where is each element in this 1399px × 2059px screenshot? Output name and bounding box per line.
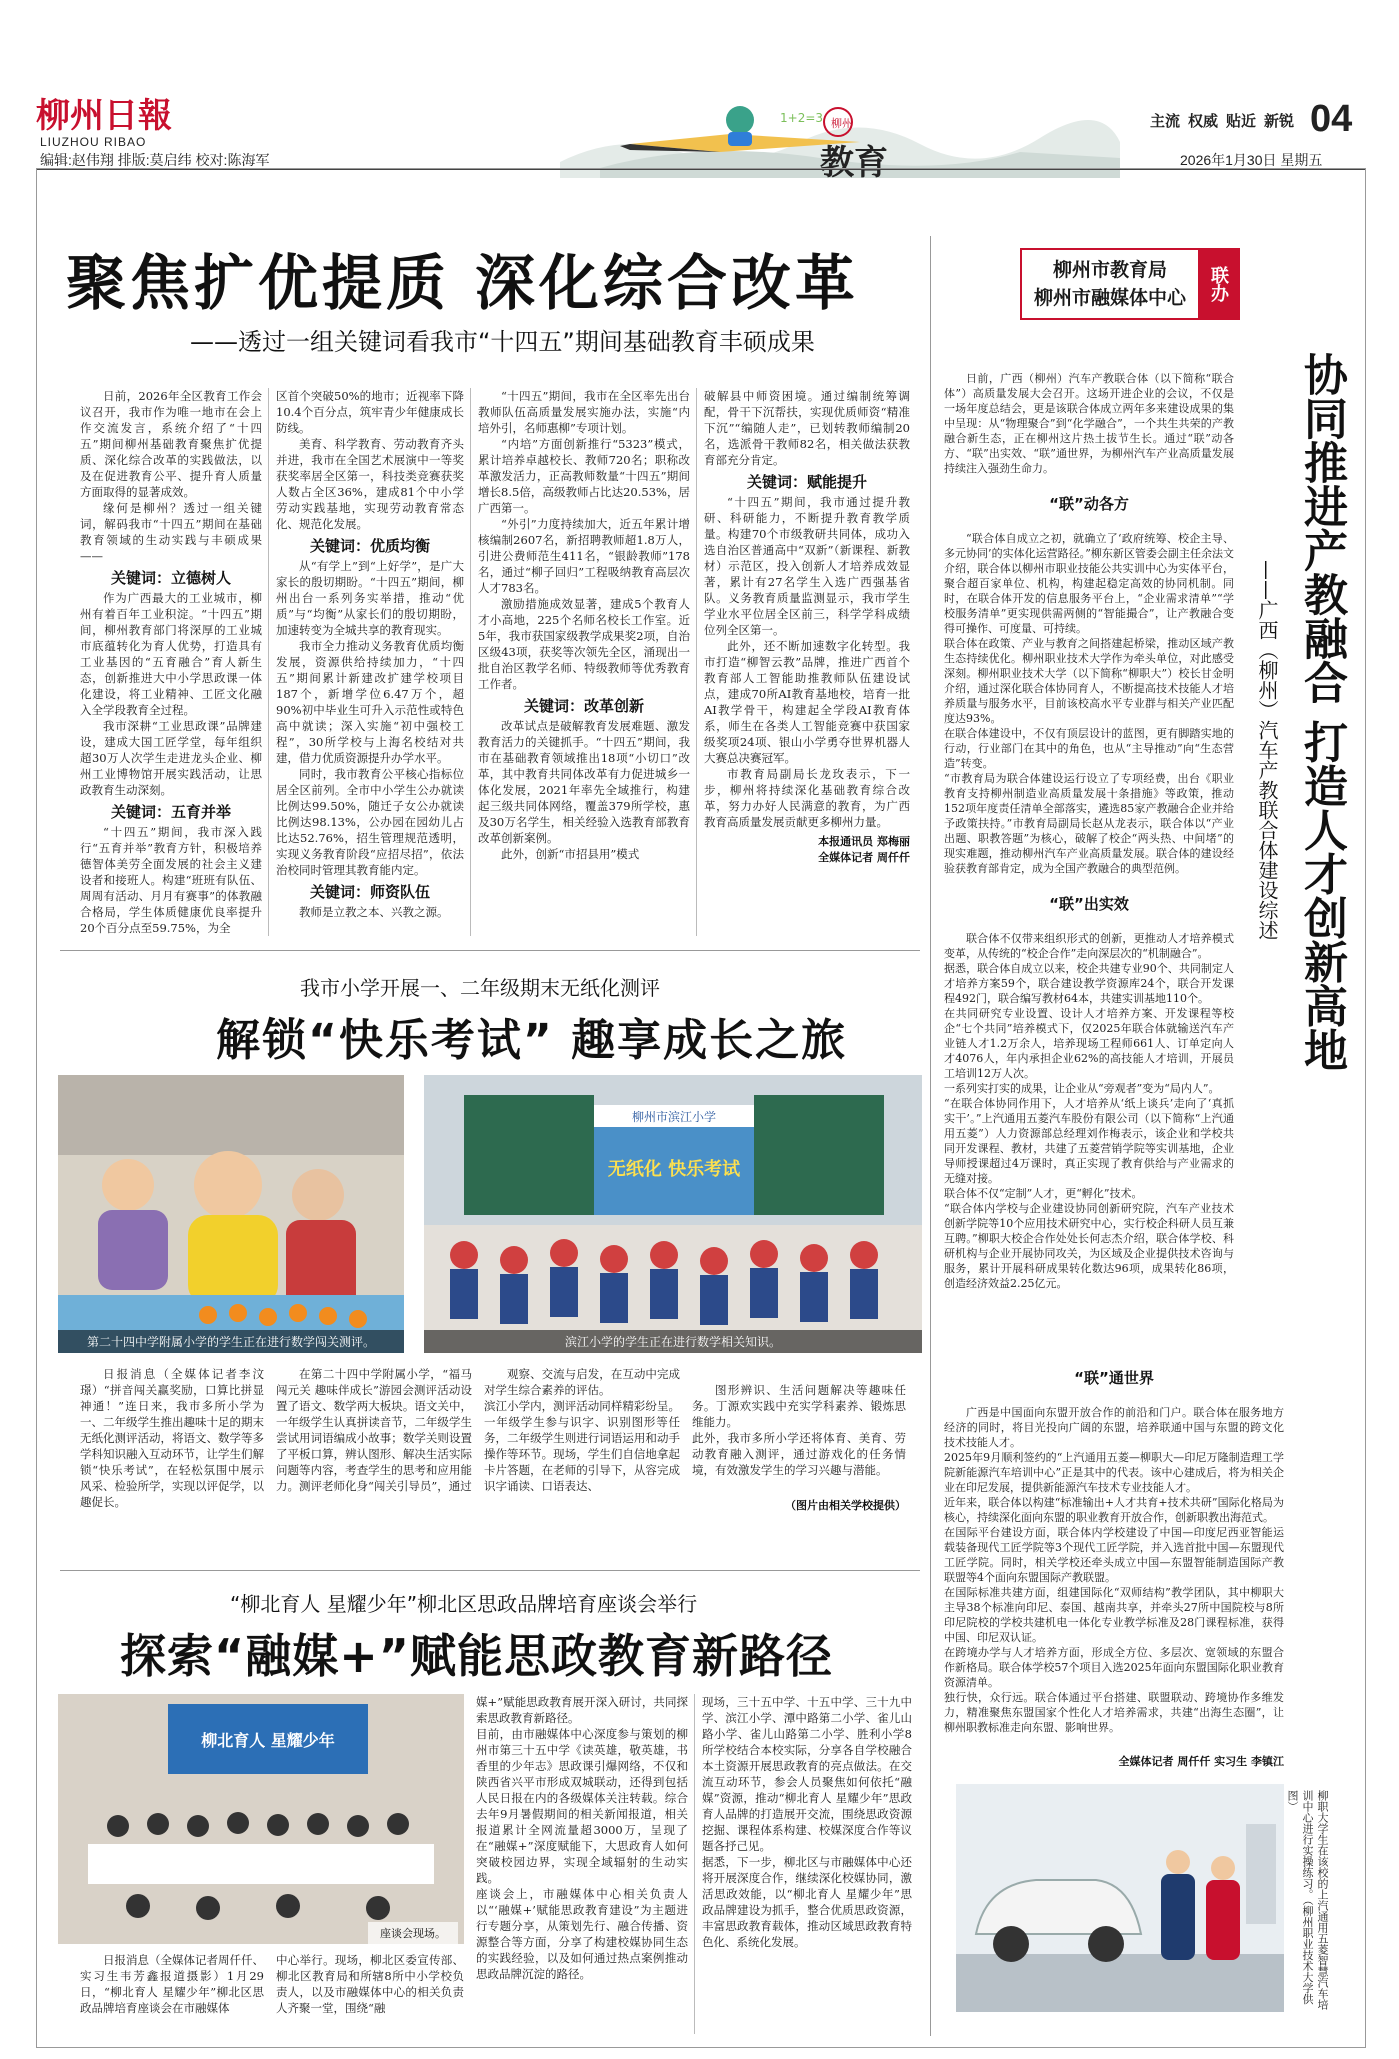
article3-title: 探索“融媒+”赋能思政教育新路径 (120, 1629, 834, 1683)
paragraph: “十四五”期间，我市在全区率先出台教师队伍高质量发展实施办法，实施“内培外引，名师惠柳”专项计划。 (478, 389, 690, 435)
slogan-1: 主流 (1150, 113, 1181, 130)
classroom-banner: 柳州市滨江小学 (631, 1110, 717, 1124)
page-number: 04 (1310, 98, 1353, 140)
paragraph: 改革试点是破解教育发展难题、激发教育活力的关键抓手。“十四五”期间，我市在基础教育领域推出18项“小切口”改革，其中教育共同体改革有力促进城乡一体化发展，2021年率先全域推行，构建起三级共同体网络，覆盖379所学校，惠及30万名学生，相关经验入选教育部教育改革创新案例。 (478, 719, 690, 845)
slogan-3: 贴近 (1226, 113, 1257, 130)
paragraph: 我市深耕“工业思政课”品牌建设，建成大国工匠学堂，每年组织超30万人次学生走进龙头企业、柳州工业博物馆开展实践活动，让思政教育生动深刻。 (80, 719, 262, 797)
article2-title: 解锁“快乐考试” 趣享成长之旅 (216, 1015, 848, 1066)
photo-caption: 滨江小学的学生正在进行数学相关知识。 (424, 1330, 922, 1353)
child-figure-icon (726, 106, 754, 134)
classroom-board-text: 无纸化 快乐考试 (607, 1159, 741, 1180)
photo-caption: 第二十四中学附属小学的学生正在进行数学闯关测评。 (58, 1330, 404, 1353)
paragraph: 联合体不仅带来组织形式的创新，更推动人才培养模式变革，从传统的“校企合作”走向深层次的“机制融合”。 据悉，联合体自成立以来，校企共建专业90个、共同制定人才培养方案59个，联合建设教学资源库24个，联合开发课程492门，联合编写教材64本，共建实训基地110个。 在共同研究专业设置、设计人才培养方案、开发课程等校企“七个共同”培养模式下，仅2025年联合体就输送汽车产业链人才1.2万余人，培养现场工程师661人、订单定向人才4076人，年内承担企业62%的高技能人才培训，开展员工培训12万人次。 一系列实打实的成果，让企业从“旁观者”变为“局内人”。 “在联合体协同作用下，人才培养从‘纸上谈兵’走向了‘真抓实干’。”上汽通用五菱汽车股份有限公司（以下简称“上汽通用五菱”）人力资源部总经理刘作梅表示，该企业和学校共同开发课程、教材，共建了五菱营销学院等实训基地，企业导师授课超过4万课时，真正实现了教育供给与产业需求的无缝对接。 联合体不仅“定制”人才，更“孵化”技术。 “联合体内学校与企业建设协同创新研究院，汽车产业技术创新学院等10个应用技术研究中心，实行校企科研人员互兼互聘。”柳职大校企合作处处长何志杰介绍，联合体学校、科研机构与企业开展协同攻关，为区域及企业提供技术咨询与服务，累计开展科研成果转化数达96项，成果转化86项，创造经济效益2.25亿元。 (944, 932, 1234, 1290)
section-title: 教育 (820, 143, 888, 178)
joint-tag: 联办 (1198, 250, 1238, 318)
article2-column-1: 日报消息（全媒体记者李汶璟）“拼音闯关赢奖励，口算比拼显神通！”连日来，我市多所小学为一、二年级学生推出趣味十足的期末无纸化测评活动，将语文、数学等多学科知识融入互动环节，让学生们解锁“快乐考试”，在轻松氛围中展示风采、检验所学，实现以评促学，以趣促长。 (80, 1367, 264, 1509)
keyword-heading: 关键词：优质均衡 (309, 537, 430, 555)
article2-column-4: 图形辨识、生活问题解决等趣味任务。丁源欢实践中充实学科素养、锻炼思维能力。 此外，我市多所小学还将体育、美育、劳动教育融入测评，通过游戏化的任务情境，有效激发学生的学习兴趣与潜能。 （图片由相关学校提供） (692, 1383, 906, 1512)
paragraph: 日前，广西（柳州）汽车产教联合体（以下简称“联合体”）高质量发展大会召开。这场开进企业的会议，不仅是一场年度总结会，更是该联合体成立两年多来建设成果的集中呈现：从“物理聚合”到“化学融合”，一个共生共荣的产教融合新生态，正在柳州这片热土拔节生长。通过“联”动各方、“联”出实效、“联”通世界，为柳州汽车产业高质量发展持续注入强劲生命力。 (944, 372, 1234, 475)
paragraph: “外引”力度持续加大，近五年累计增核编制2607名，新招聘教师超1.8万人，引进公费师范生411名，“银龄教师”178名，通过“柳子回归”工程吸纳教育高层次人才783名。 (478, 517, 690, 595)
article2-column-3: 观察、交流与启发，在互动中完成对学生综合素养的评估。 滨江小学内，测评活动同样精彩纷呈。一年级学生参与识字、识别图形等任务，二年级学生则进行词语运用和动手操作等环节。现场，学生们自信地拿起卡片答题，在老师的引导下，从容完成识字诵读、口语表达、 (484, 1367, 680, 1493)
byline: 本报通讯员 郑梅丽 (818, 835, 910, 848)
organizer-2: 柳州市融媒体中心 (1033, 287, 1186, 309)
section-heading: “联”出实效 (1049, 895, 1129, 913)
byline: 全媒体记者 周仟仟 实习生 李镇江 (1118, 1755, 1284, 1768)
photo-caption: 座谈会现场。 (368, 1922, 458, 1944)
paragraph: 此外，还不断加速数字化转型。我市打造“柳智云教”品牌，推进广西首个教育部人工智能助推教师队伍建设试点，建成70所AI教育基地校，培育一批AI教学骨干，构建起全学段AI教育体系，师生在各类人工智能竞赛中获国家级奖项24项、银山小学勇夺世界机器人大赛总决赛冠军。 (704, 639, 910, 765)
article2-kicker: 我市小学开展一、二年级期末无纸化测评 (300, 976, 660, 1000)
training-photo-caption: 柳职大学生在该校的上汽通用五菱智慧汽车培训中心进行实操练习。（柳州职业技术大学供图） (1286, 1790, 1329, 2010)
keyword-heading: 关键词：改革创新 (523, 697, 644, 715)
article4-subtitle: ——广西（柳州）汽车产教联合体建设综述 (1255, 560, 1279, 940)
article3-column-2: 中心举行。现场，柳北区委宣传部、柳北区教育局和所辖8所中小学校负责人，以及市融媒体中心的相关负责人齐聚一堂，围绕“融 (276, 1953, 464, 2015)
article3-column-3: 媒+”赋能思政教育展开深入研讨，共同探索思政教育新路径。 目前，由市融媒体中心深度参与策划的柳州市第三十五中学《读英雄，敬英雄，书香里的少年志》思政课引爆网络，不仅和陕西省兴平市形成双城联动，还得到包括人民日报在内的各级媒体关注转载。综合去年9月暑假期间的相关新闻报道，相关报道累计全网流量超3000万，呈现了在“融媒+”深度赋能下，大思政育人如何突破校园边界，实现全域辐射的生动实践。 座谈会上，市融媒体中心相关负责人以“‘融媒+’赋能思政教育建设”为主题进行专题分享，从策划先行、融合传播、资源整合等方面，分享了构建校媒协同生态的实践经验，以及如何通过热点案例推动思政品牌沉淀的路径。 (476, 1695, 688, 1981)
section-small-label: 柳州 (831, 117, 853, 130)
keyword-heading: 关键词：五育并举 (110, 803, 231, 821)
editor-credits: 编辑:赵伟翔 排版:莫启纬 校对:陈海军 (40, 152, 270, 168)
meeting-screen-text: 柳北育人 星耀少年 (201, 1731, 335, 1750)
paragraph: 美育、科学教育、劳动教育齐头并进，我市在全国艺术展演中一等奖获奖率居全区第一，科技类竞赛获奖人数占全区36%，建成81个中小学劳动实践基地，实现劳动教育常态化、规范化发展。 (276, 437, 464, 531)
article2-column-2: 在第二十四中学附属小学，“福马闯元关 趣味伴成长”游园会测评活动设置了语文、数学两大板块。语文关中，一年级学生认真拼读音节，二年级学生尝试用词语编成小故事；数学关则设置了平板口算，辨认图形、解决生活实际问题等内容，考查学生的思考和应用能力。测评老师化身“闯关引导员”，通过 (276, 1367, 472, 1493)
svg-text:1+2=3: 1+2=3 (780, 111, 824, 125)
paragraph: “十四五”期间，我市通过提升教研、科研能力，不断提升教育教学质量。构建70个市级教研共同体，成功入选自治区普通高中“双新”（新课程、新教材）示范区，投入创新人才培养成效显著，累计有27名学生入选广西强基省队。义务教育质量监测显示，我市学生学业水平位居全区前三，科学学科成绩位列全区第一。 (704, 495, 910, 637)
section-heading: “联”通世界 (1074, 1369, 1154, 1387)
article1-subtitle: ——透过一组关键词看我市“十四五”期间基础教育丰硕成果 (190, 328, 815, 356)
paragraph: “联合体自成立之初，就确立了‘政府统筹、校企主导、多元协同’的实体化运营路径。”柳东新区管委会副主任余法文介绍，联合体以柳州市职业技能公共实训中心为实体平台，聚合超百家单位、机构，构建起稳定高效的协同机制。同时，在联合体开发的信息服务平台上，“企业需求清单”“学校服务清单”更实现供需两侧的“智能撮合”，让产教融合变得可操作、可度量、可持续。 联合体在政策、产业与教育之间搭建起桥梁，推动区域产教生态持续优化。柳州职业技术大学作为牵头单位，对此感受深刻。柳州职业技术大学（以下简称“柳职大”）校长甘金明介绍，通过深化联合体协同育人，不断提高技术技能人才培养质量与服务水平，目前该校高水平专业群与相关产业匹配度达93%。 在联合体建设中，不仅有顶层设计的蓝图，更有脚踏实地的行动，行业部门在其中的角色，也从“主导推动”向“生态营造”转变。 “市教育局为联合体建设运行设立了专项经费，出台《职业教育支持柳州制造业高质量发展十条措施》等政策，推动152项年度责任清单全部落实，遴选85家产教融合企业并给予政策扶持。”市教育局副局长赵从龙表示，联合体以“产业出题、职教答题”为核心，破解了校企“两头热、中间堵”的现实难题，推动柳州汽车产业高质量发展。联合体的建设经验获教育部肯定，成为全国产教融合的典型范例。 (944, 532, 1234, 875)
page-frame (36, 168, 1366, 2048)
paragraph: 从“有学上”到“上好学”，是广大家长的殷切期盼。“十四五”期间，柳州出台一系列务实举措，推动“优质”与“均衡”从家长们的殷切期盼，加速转变为全城共享的教育现实。 (276, 559, 464, 637)
paragraph: 破解县中师资困境。通过编制统筹调配，骨干下沉帮扶，实现优质师资“精准下沉”“编随人走”，已划转教师编制20名，选派骨干教师82名，相关做法获教育部充分肯定。 (704, 389, 910, 467)
slogan (1150, 110, 1294, 131)
section-heading: “联”动各方 (1049, 495, 1129, 513)
paragraph: 同时，我市教育公平核心指标位居全区前列。全市中小学生公办就读比例达99.50%，随迁子女公办就读比例达98.13%，公办园在园幼儿占比达52.76%，招生管理规范透明，实现义务教育阶段“应招尽招”，依法治校同时管理其教育能内定。 (276, 767, 464, 877)
paragraph: 此外，创新“市招县用”模式 (501, 847, 640, 861)
newspaper-pinyin: LIUZHOU RIBAO (40, 135, 147, 149)
keyword-heading: 关键词：赋能提升 (746, 473, 867, 491)
keyword-heading: 关键词：师资队伍 (309, 883, 430, 901)
article1-title: 聚焦扩优提质 深化综合改革 (66, 249, 859, 319)
byline: 全媒体记者 周仟仟 (818, 851, 910, 864)
slogan-4: 新锐 (1264, 113, 1295, 130)
article3-column-4: 现场，三十五中学、十五中学、三十九中学、滨江小学、潭中路第二小学、雀儿山路小学、雀儿山路第二小学、胜利小学8所学校结合本校实际，分享各自学校融合本土资源开展思政教育的亮点做法。在交流互动环节，参会人员聚焦如何依托“融媒”资源，推动“柳北育人 星耀少年”思政育人品牌的打造展开交流，围绕思政资源挖掘、课程体系构建、校媒深度合作等议题各抒己见。 据悉，下一步，柳北区与市融媒体中心还将开展深度合作，继续深化校媒协同，激活思政效能，以“柳北育人 星耀少年”思政品牌建设为抓手，整合优质思政资源，丰富思政教育载体，推动区域思政教育特色化、系统化发展。 (702, 1695, 912, 1949)
paragraph: 教师是立教之本、兴教之源。 (299, 905, 449, 919)
paragraph: 区首个突破50%的地市；近视率下降10.4个百分点，筑牢青少年健康成长防线。 (276, 389, 464, 435)
paragraph: “内培”方面创新推行“5323”模式，累计培养卓越校长、教师720名；职称改革激发活力，正高教师数量“十四五”期间增长8.5倍，高级教师占比达20.53%，居广西第一。 (478, 437, 690, 515)
keyword-heading: 关键词：立德树人 (110, 569, 231, 587)
photo-credit: （图片由相关学校提供） (785, 1499, 906, 1512)
paragraph: 广西是中国面向东盟开放合作的前沿和门户。联合体在服务地方经济的同时，将目光投向广阔的东盟，培养联通中国与东盟的跨文化技术技能人才。 2025年9月顺利签约的“上汽通用五菱—柳职大—印尼万隆制造理工学院新能源汽车培训中心”正是其中的代表。该中心建成后，将为相关企业在印尼发展，提供新能源汽车技术专业技能人才。 近年来，联合体以构建“标准输出+人才共育+技术共研”国际化格局为核心，持续深化面向东盟的职业教育开放合作，创新职教出海范式。 在国际平台建设方面，联合体内学校建设了中国—印度尼西亚智能运载装备现代工匠学院等3个现代工匠学院，并入选首批中国—东盟现代工匠学院。同时，相关学校还牵头成立中国—东盟智能制造国际产教联盟等4个面向东盟国际产教联盟。 在国际标准共建方面，组建国际化“双师结构”教学团队，其中柳职大主导38个标准向印尼、泰国、越南共享，并牵头27所中国院校与8所印尼院校的学校共建机电一体化专业教学标准及28门课程标准，获得中国、印尼双认证。 在跨境办学与人才培养方面，形成全方位、多层次、宽领域的东盟合作新格局。联合体学校57个项目入选2025年面向东盟国际化职业教育资源清单。 独行快，众行远。联合体通过平台搭建、联盟联动、跨境协作多维发力，精准聚焦东盟国家个性化人才培养需求，共建“出海生态圈”，让柳州职教标准走向东盟、影响世界。 (944, 1406, 1284, 1734)
issue-date: 2026年1月30日 星期五 (1180, 152, 1323, 168)
paragraph: 作为广西最大的工业城市，柳州有着百年工业积淀。“十四五”期间，柳州教育部门将深厚的工业城市底蕴转化为育人优势，打造具有工业基因的“五育融合”育人新生态，创新推进大中小学思政课一体化建设，将工业精神、工匠文化融入全学段教育全过程。 (80, 591, 262, 717)
newspaper-logo: 柳州日報 (36, 96, 172, 136)
article3-lead: 日报消息（全媒体记者周仟仟、实习生韦芳鑫报道摄影）1月29日，“柳北育人 星耀少年”柳北区思政品牌培育座谈会在市融媒体 (80, 1953, 264, 2015)
paragraph: 日前，2026年全区教育工作会议召开，我市作为唯一地市在会上作交流发言，系统介绍了“十四五”期间柳州基础教育聚焦扩优提质、深化综合改革的实践做法，以及在促进教育公平、提升育人质量方面取得的显著成效。 (80, 389, 262, 499)
paragraph: “十四五”期间，我市深入践行“五育并举”教育方针，积极培养德智体美劳全面发展的社会主义建设者和接班人。构建“班班有队伍、周周有活动、月月有赛事”的体教融合格局，学生体质健康优良率提升20个百分点至59.75%，为全 (80, 825, 262, 935)
article3-kicker: “柳北育人 星耀少年”柳北区思政品牌培育座谈会举行 (230, 1592, 698, 1616)
paragraph: 市教育局副局长龙玫表示，下一步，柳州将持续深化基础教育综合改革，努力办好人民满意的教育，为广西教育高质量发展贡献更多柳州力量。 (704, 767, 910, 829)
paragraph: 激励措施成效显著，建成5个教育人才小高地，225个名师名校长工作室。近5年，我市获国家级教学成果奖2项，自治区级43项，获奖等次领先全区，涌现出一批自治区教学名师、特级教师等优秀教育工作者。 (478, 597, 690, 691)
slogan-2: 权威 (1188, 113, 1219, 130)
article4-title: 协同推进产教融合 打造人才创新高地 (1296, 352, 1347, 1072)
organizer-1: 柳州市教育局 (1052, 259, 1167, 281)
paragraph: 缘何是柳州？透过一组关键词，解码我市“十四五”期间在基础教育领域的生动实践与丰硕成果—— (80, 501, 262, 563)
section-banner (560, 82, 1120, 178)
paragraph: 我市全力推动义务教育优质均衡发展，资源供给持续加力，“十四五”期间累计新建改扩建学校项目187个，新增学位6.47万个，超90%初中毕业生可升入示范性或特色高中就读；深入实施“初中强校工程”，30所学校与上海名校结对共建，借力优质资源提升办学水平。 (276, 639, 464, 765)
